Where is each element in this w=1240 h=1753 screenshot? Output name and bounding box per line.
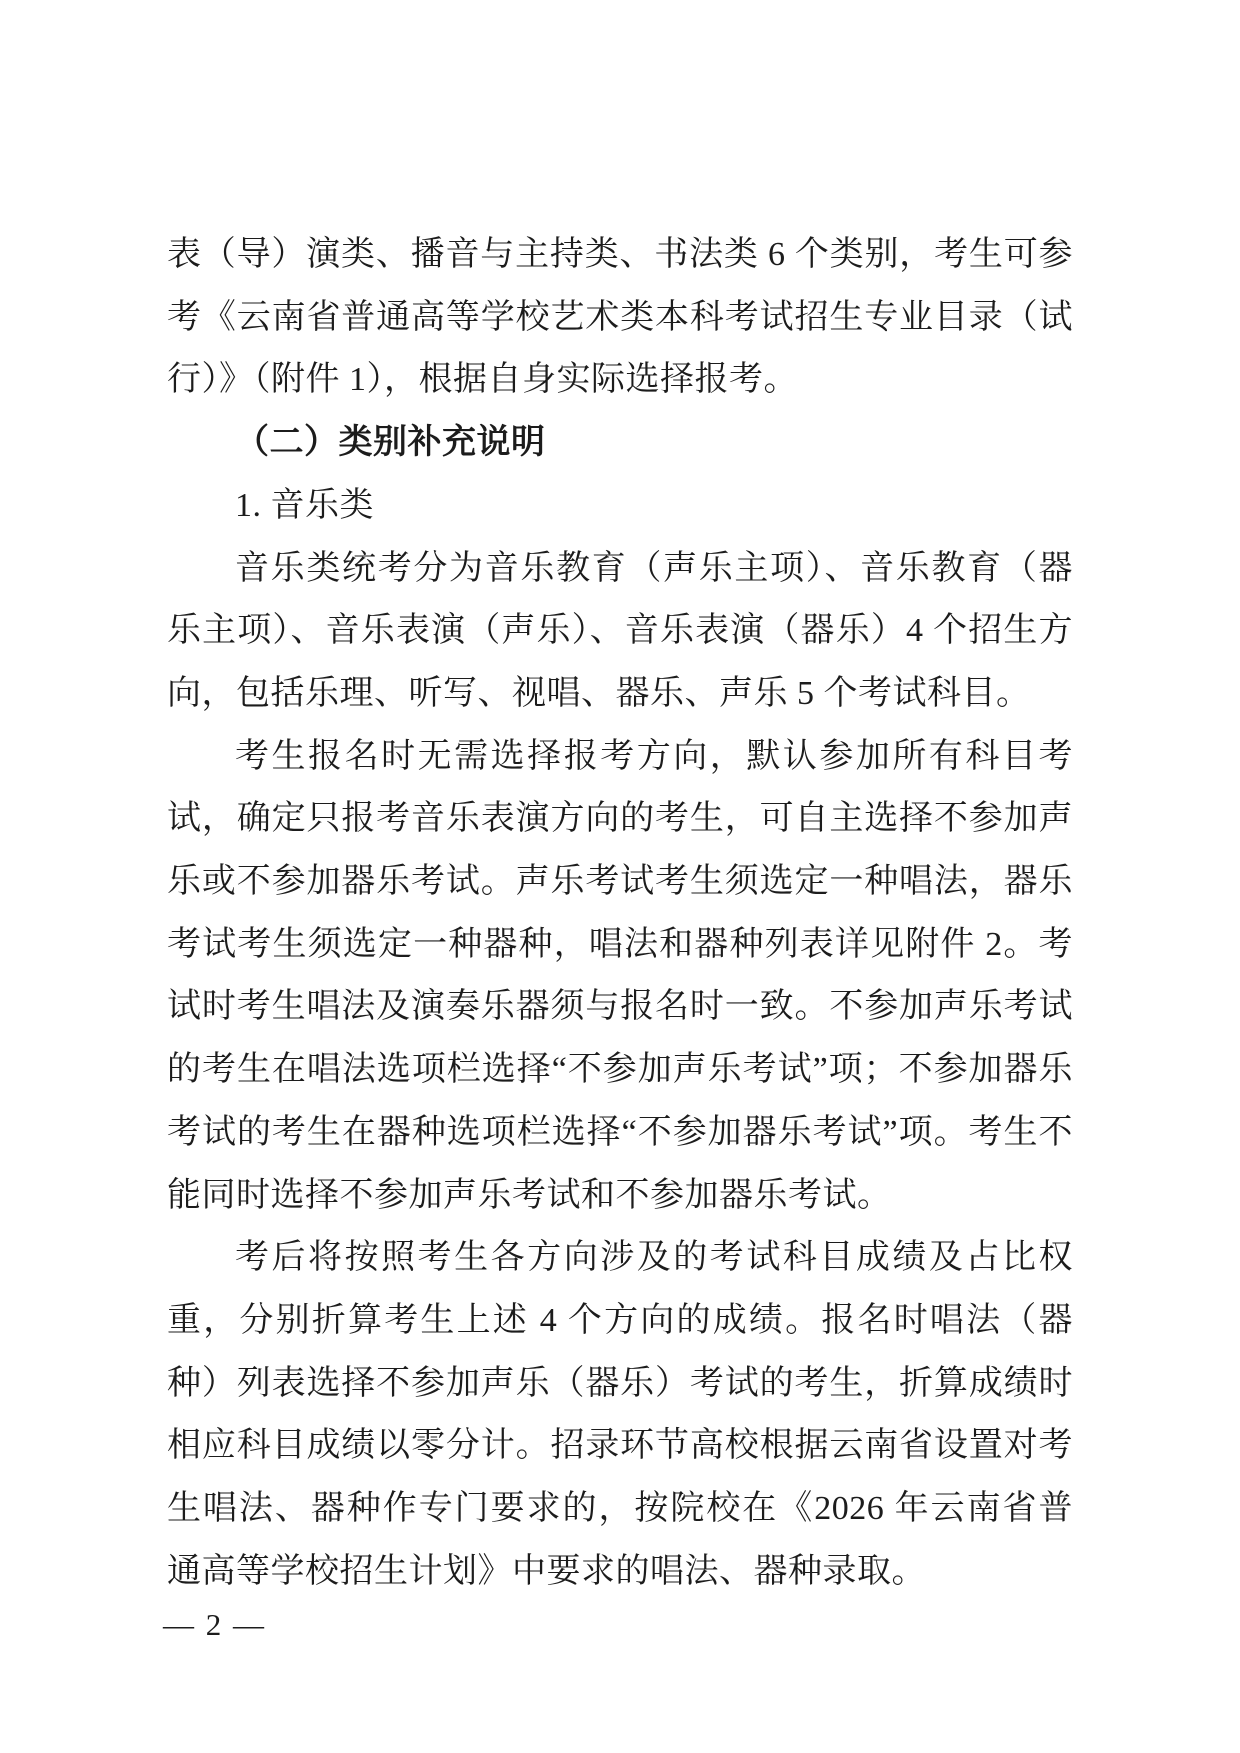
paragraph-score-conversion-rules: 考后将按照考生各方向涉及的考试科目成绩及占比权重，分别折算考生上述 4 个方向的成绩。报名时唱法（器种）列表选择不参加声乐（器乐）考试的考生，折算成绩时相应科目成绩以零分计。招录环节高校根据云南省设置对考生唱法、器种作专门要求的，按院校在《2026 年云南省普通高等学校招生计划》中要求的唱法、器种录取。: [167, 1239, 1073, 1590]
paragraph-registration-rules: 考生报名时无需选择报考方向，默认参加所有科目考试，确定只报考音乐表演方向的考生，可自主选择不参加声乐或不参加器乐考试。声乐考试考生须选定一种唱法，器乐考试考生须选定一种器种，唱法和器种列表详见附件 2。考试时考生唱法及演奏乐器须与报名时一致。不参加声乐考试的考生在唱法选项栏选择“不参加声乐考试”项；不参加器乐考试的考生在器种选项栏选择“不参加器乐考试”项。考生不能同时选择不参加声乐考试和不参加器乐考试。: [167, 737, 1073, 1214]
document-body: [167, 224, 1073, 1603]
paragraph-music-exam-structure: 音乐类统考分为音乐教育（声乐主项）、音乐教育（器乐主项）、音乐表演（声乐）、音乐表演（器乐）4 个招生方向，包括乐理、听写、视唱、器乐、声乐 5 个考试科目。: [167, 549, 1073, 712]
section-heading-category-notes: （二）类别补充说明: [235, 424, 546, 462]
subsection-heading-music-category: 1. 音乐类: [235, 486, 374, 524]
page-number: — 2 —: [163, 1607, 266, 1642]
paragraph-continuation: 表（导）演类、播音与主持类、书法类 6 个类别，考生可参考《云南省普通高等学校艺术类本科考试招生专业目录（试行）》（附件 1），根据自身实际选择报考。: [167, 236, 1073, 399]
